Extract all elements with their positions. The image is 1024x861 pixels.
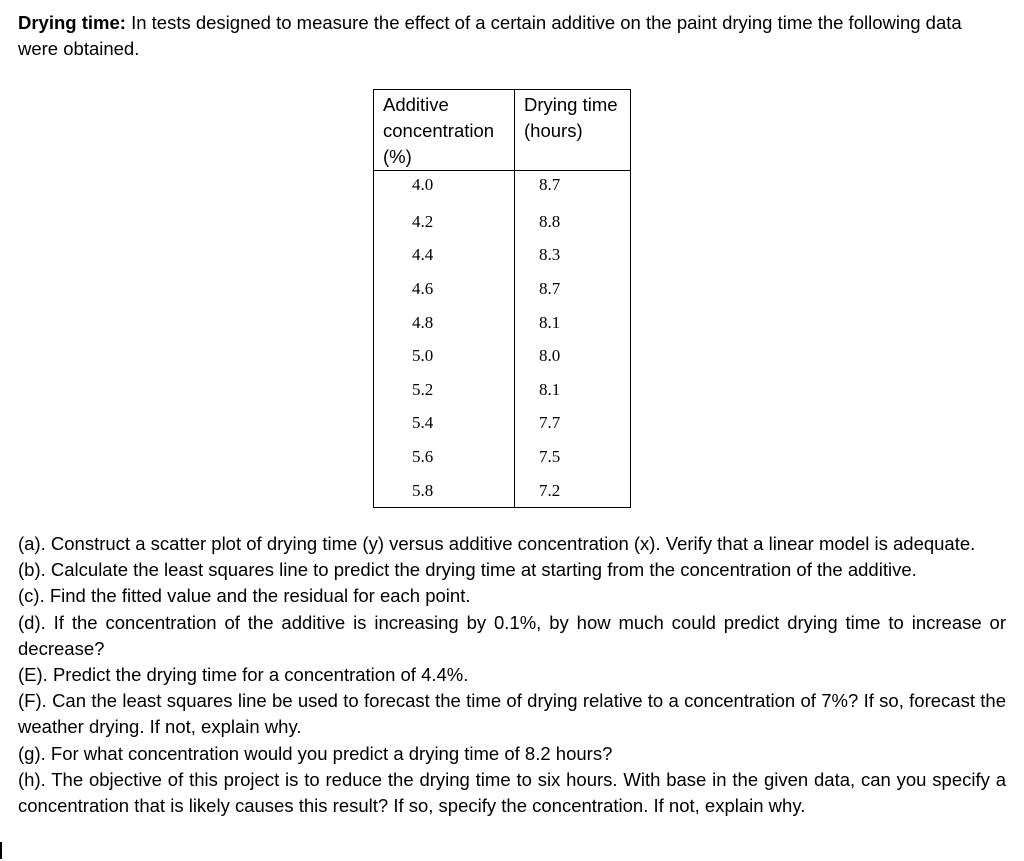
drying-time-cell: 8.7 [539,278,561,298]
table-row [374,474,631,508]
question-h: (h). The objective of this project is to reduce the drying time to six hours. With base in the given data, can you specify a concentration that is likely causes this result? If so, specify the concentration. If not, explain why. [18,768,1006,817]
concentration-cell: 4.4 [374,239,515,273]
drying-time-cell: 8.1 [539,379,561,399]
table-row [374,440,631,474]
drying-time-cell: 8.7 [539,175,561,194]
problem-title: Drying time: [18,12,126,33]
document-page [18,10,1006,817]
concentration-cell: 4.0 [374,171,515,206]
concentration-cell: 5.0 [374,339,515,373]
header-concentration: Additive concentration (%) [374,90,515,171]
concentration-cell: 5.6 [374,440,515,474]
concentration-cell: 5.4 [374,407,515,441]
question-g: (g). For what concentration would you predict a drying time of 8.2 hours? [18,742,613,764]
table-row [374,306,631,340]
table-row [374,239,631,273]
drying-time-cell: 8.3 [539,245,561,265]
concentration-cell: 5.8 [374,474,515,508]
question-d: (d). If the concentration of the additive is increasing by 0.1%, by how much could predict drying time to increase or decrease? [18,611,1006,659]
question-list [18,531,1006,819]
drying-time-cell: 8.0 [539,346,561,366]
data-table [373,89,631,508]
question-a: (a). Construct a scatter plot of drying time (y) versus additive concentration (x). Verify that a linear model is adequate. [18,533,976,554]
table-body [374,171,631,508]
drying-time-cell: 7.2 [539,480,561,500]
table-row [374,272,631,306]
concentration-cell: 4.6 [374,272,515,306]
question-e: (E). Predict the drying time for a concentration of 4.4%. [18,664,469,686]
table-row [374,407,631,441]
table-row [374,205,631,239]
drying-time-cell: 8.8 [539,211,561,231]
table-row [374,171,631,206]
drying-time-cell: 7.5 [539,446,561,466]
header-drying-time: Drying time (hours) [515,90,631,171]
problem-intro [18,10,1006,62]
problem-description: In tests designed to measure the effect of a certain additive on the paint drying time the following data were obtained. [18,12,962,59]
table-header-row [374,90,631,171]
drying-time-cell: 8.1 [539,312,561,332]
question-c: (c). Find the fitted value and the residual for each point. [18,585,471,607]
table-row [374,373,631,407]
concentration-cell: 4.8 [374,306,515,340]
concentration-cell: 5.2 [374,373,515,407]
table-row [374,339,631,373]
question-b: (b). Calculate the least squares line to predict the drying time at starting from the concentration of the additive. [18,559,917,581]
question-f: (F). Can the least squares line be used to forecast the time of drying relative to a concentration of 7%? If so, forecast the weather drying. If not, explain why. [18,690,1006,738]
concentration-cell: 4.2 [374,205,515,239]
text-cursor [0,842,2,859]
drying-time-cell: 7.7 [539,413,561,433]
